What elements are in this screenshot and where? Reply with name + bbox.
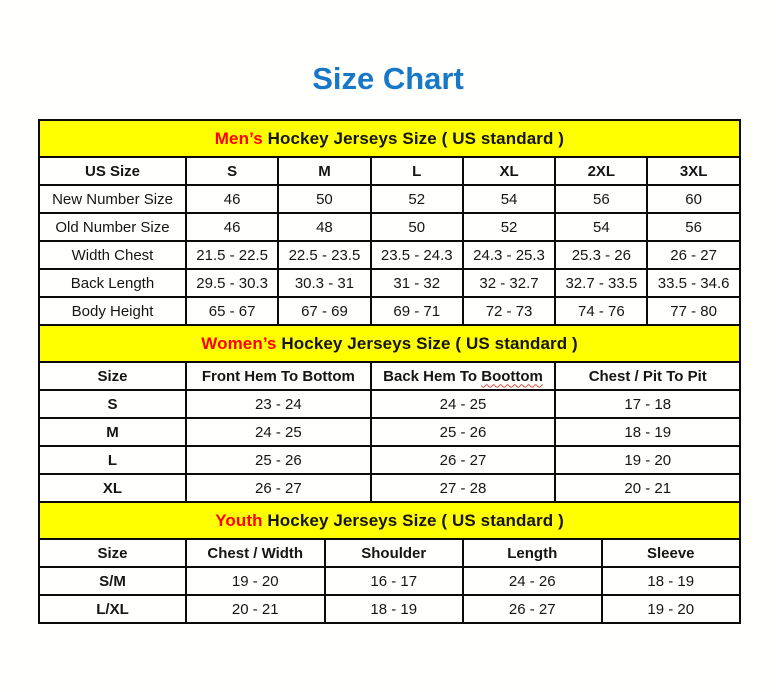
- youth-size-table: [38, 501, 741, 624]
- size-value-cell: 24 - 26: [463, 567, 602, 595]
- size-value-cell: 54: [463, 185, 555, 213]
- size-chart: [38, 119, 739, 624]
- row-label: L/XL: [39, 595, 186, 623]
- row-label: Width Chest: [39, 241, 186, 269]
- size-value-cell: 52: [463, 213, 555, 241]
- youth-column-header-row: [39, 539, 740, 567]
- size-value-cell: 52: [371, 185, 463, 213]
- column-header: Sleeve: [602, 539, 741, 567]
- size-value-cell: 27 - 28: [371, 474, 556, 502]
- column-header: 2XL: [555, 157, 647, 185]
- table-row: [39, 595, 740, 623]
- mens-size-table: [38, 119, 741, 326]
- size-value-cell: 23 - 24: [186, 390, 371, 418]
- page-title: Size Chart: [312, 61, 464, 96]
- size-value-cell: 32.7 - 33.5: [555, 269, 647, 297]
- size-value-cell: 24.3 - 25.3: [463, 241, 555, 269]
- column-header: L: [371, 157, 463, 185]
- column-header: Size: [39, 362, 186, 390]
- table-row: [39, 297, 740, 325]
- size-value-cell: 20 - 21: [186, 595, 325, 623]
- size-value-cell: 18 - 19: [325, 595, 464, 623]
- column-header: Chest / Width: [186, 539, 325, 567]
- size-value-cell: 33.5 - 34.6: [647, 269, 739, 297]
- size-value-cell: 74 - 76: [555, 297, 647, 325]
- size-value-cell: 24 - 25: [371, 390, 556, 418]
- size-value-cell: 19 - 20: [602, 595, 741, 623]
- size-value-cell: 17 - 18: [555, 390, 740, 418]
- column-header-text: Back Hem To: [383, 367, 482, 385]
- size-value-cell: 54: [555, 213, 647, 241]
- size-value-cell: 60: [647, 185, 739, 213]
- size-value-cell: 26 - 27: [463, 595, 602, 623]
- size-value-cell: 25 - 26: [186, 446, 371, 474]
- size-value-cell: 18 - 19: [555, 418, 740, 446]
- column-header: S: [186, 157, 278, 185]
- column-header: Length: [463, 539, 602, 567]
- size-value-cell: 30.3 - 31: [278, 269, 370, 297]
- womens-column-header-row: [39, 362, 740, 390]
- youth-section-header-row: [39, 502, 740, 539]
- column-header: Chest / Pit To Pit: [555, 362, 740, 390]
- row-label: M: [39, 418, 186, 446]
- womens-section-highlight: Women’s: [201, 333, 277, 353]
- size-value-cell: 46: [186, 185, 278, 213]
- mens-column-header-row: [39, 157, 740, 185]
- table-row: [39, 474, 740, 502]
- table-row: [39, 241, 740, 269]
- size-value-cell: 50: [371, 213, 463, 241]
- mens-section-highlight: Men’s: [214, 128, 263, 148]
- womens-section-title: Hockey Jerseys Size ( US standard ): [276, 333, 578, 353]
- size-value-cell: 65 - 67: [186, 297, 278, 325]
- size-value-cell: 26 - 27: [186, 474, 371, 502]
- column-header: Front Hem To Bottom: [186, 362, 371, 390]
- mens-section-band: [39, 120, 740, 157]
- column-header: [371, 362, 556, 390]
- size-value-cell: 31 - 32: [371, 269, 463, 297]
- size-value-cell: 29.5 - 30.3: [186, 269, 278, 297]
- size-value-cell: 26 - 27: [647, 241, 739, 269]
- size-value-cell: 56: [647, 213, 739, 241]
- size-value-cell: 19 - 20: [186, 567, 325, 595]
- youth-section-highlight: Youth: [215, 510, 263, 530]
- row-label: Back Length: [39, 269, 186, 297]
- mens-section-header-row: [39, 120, 740, 157]
- size-value-cell: 23.5 - 24.3: [371, 241, 463, 269]
- youth-section-title: Hockey Jerseys Size ( US standard ): [262, 510, 564, 530]
- size-value-cell: 21.5 - 22.5: [186, 241, 278, 269]
- row-label: XL: [39, 474, 186, 502]
- row-label: New Number Size: [39, 185, 186, 213]
- size-value-cell: 25.3 - 26: [555, 241, 647, 269]
- row-label: Body Height: [39, 297, 186, 325]
- table-row: [39, 567, 740, 595]
- row-label: L: [39, 446, 186, 474]
- size-value-cell: 24 - 25: [186, 418, 371, 446]
- size-value-cell: 67 - 69: [278, 297, 370, 325]
- size-value-cell: 46: [186, 213, 278, 241]
- size-value-cell: 19 - 20: [555, 446, 740, 474]
- column-header: 3XL: [647, 157, 739, 185]
- table-row: [39, 418, 740, 446]
- table-row: [39, 269, 740, 297]
- table-row: [39, 446, 740, 474]
- size-value-cell: 72 - 73: [463, 297, 555, 325]
- womens-section-header-row: [39, 325, 740, 362]
- size-value-cell: 16 - 17: [325, 567, 464, 595]
- row-label: S: [39, 390, 186, 418]
- size-value-cell: 26 - 27: [371, 446, 556, 474]
- column-header: Shoulder: [325, 539, 464, 567]
- size-value-cell: 32 - 32.7: [463, 269, 555, 297]
- youth-section-band: [39, 502, 740, 539]
- column-header: XL: [463, 157, 555, 185]
- size-value-cell: 56: [555, 185, 647, 213]
- row-label: S/M: [39, 567, 186, 595]
- size-value-cell: 18 - 19: [602, 567, 741, 595]
- row-label: Old Number Size: [39, 213, 186, 241]
- column-header: Size: [39, 539, 186, 567]
- size-value-cell: 20 - 21: [555, 474, 740, 502]
- column-header: M: [278, 157, 370, 185]
- size-value-cell: 22.5 - 23.5: [278, 241, 370, 269]
- table-row: [39, 213, 740, 241]
- size-value-cell: 48: [278, 213, 370, 241]
- size-value-cell: 69 - 71: [371, 297, 463, 325]
- table-row: [39, 390, 740, 418]
- size-value-cell: 50: [278, 185, 370, 213]
- table-row: [39, 185, 740, 213]
- womens-size-table: [38, 324, 741, 503]
- size-value-cell: 25 - 26: [371, 418, 556, 446]
- size-value-cell: 77 - 80: [647, 297, 739, 325]
- column-header: US Size: [39, 157, 186, 185]
- womens-section-band: [39, 325, 740, 362]
- misspelled-word: Boottom: [481, 367, 543, 385]
- mens-section-title: Hockey Jerseys Size ( US standard ): [262, 128, 565, 148]
